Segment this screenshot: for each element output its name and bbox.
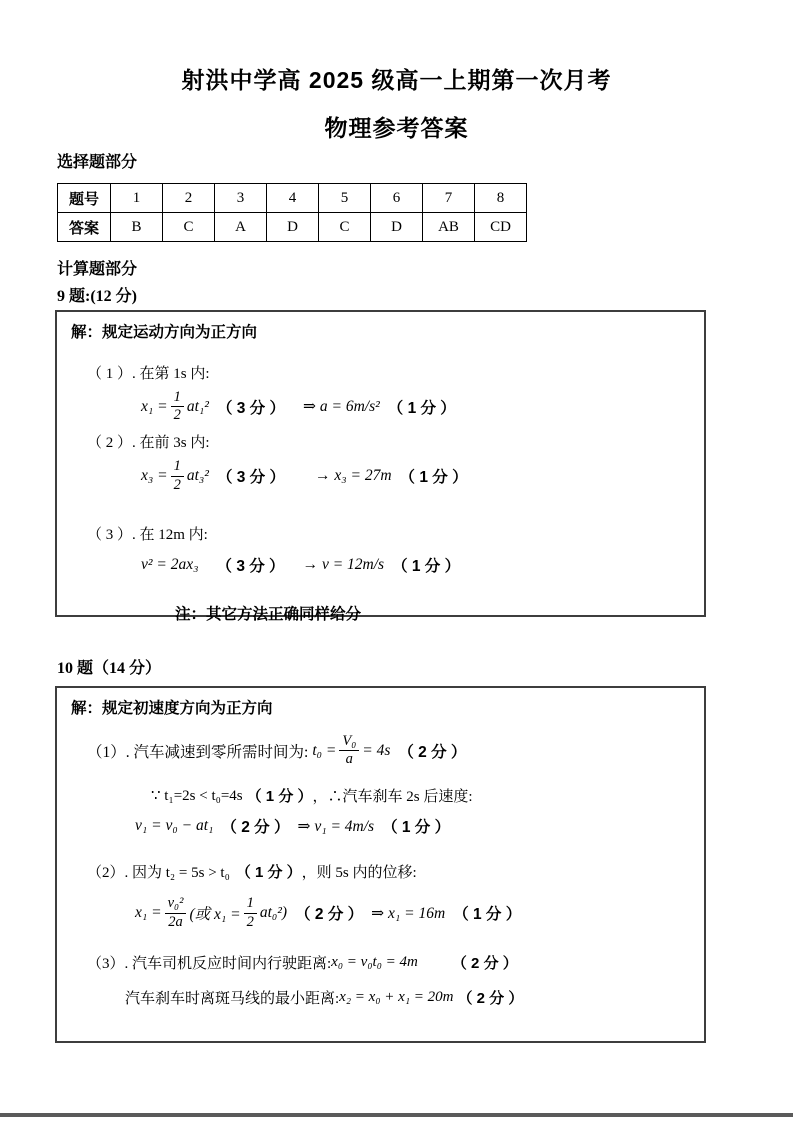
q10-part3-text: 汽车刹车时离斑马线的最小距离: (125, 990, 340, 1007)
math-lhs: x₁ = (135, 904, 162, 922)
q10-formula-x1 (135, 896, 690, 929)
fraction-numerator: 1 (244, 896, 257, 913)
question-number: 2 (163, 184, 215, 213)
q10-part3-text: （3）. 汽车司机反应时间内行驶距离: (87, 955, 332, 972)
question-number: 8 (475, 184, 527, 213)
answer-table (57, 183, 527, 242)
q10-part1-line (87, 734, 690, 767)
score-label: （ 1 分 ） (399, 469, 468, 487)
choice-section-heading: 选择题部分 (57, 154, 138, 171)
page-title: 射洪中学高 2025 级高一上期第一次月考 (181, 67, 612, 93)
q9-formula-1 (141, 390, 690, 423)
q9-part3-label: （ 3 ）. 在 12m 内: (87, 526, 208, 543)
math-mid: (或 x₁ = (189, 906, 241, 924)
answer-cell: C (163, 213, 215, 242)
question-number: 3 (215, 184, 267, 213)
q10-formula-v1 (135, 815, 690, 837)
math-result: ⇒ x₁ = 16m (371, 904, 446, 922)
q10-part2-text: ，则 5s 内的位移: (301, 865, 417, 882)
condition-text: ，∴汽车刹车 2s 后速度: (312, 789, 473, 806)
fraction-numerator: 1 (171, 390, 184, 407)
question-9-solution-box (55, 310, 706, 623)
table-row (58, 184, 527, 213)
question-number: 4 (267, 184, 319, 213)
math-body: v₁ = v₀ − at₁ (135, 817, 214, 835)
q9-formula-3 (141, 554, 690, 576)
math-result: ⇒ v₁ = 4m/s (297, 817, 375, 835)
fraction-numerator: V₀ (339, 734, 359, 751)
question-9-title: 9 题:(12 分) (57, 288, 137, 305)
table-row (58, 213, 527, 242)
score-label: （ 1 分 ） (392, 557, 461, 575)
math-body: x₂ = x₀ + x₁ = 20m (339, 988, 454, 1005)
math-result: → x₃ = 27m (315, 467, 392, 485)
question-number: 1 (111, 184, 163, 213)
score-label: （ 1 分 ） (235, 864, 302, 882)
math-result: ⇒ a = 6m/s² (303, 398, 380, 416)
answer-cell: D (371, 213, 423, 242)
q10-part3-line1 (87, 952, 690, 973)
math-rhs: at₃² (186, 467, 209, 485)
solution-heading: 解：规定运动方向为正方向 (71, 324, 258, 341)
answer-cell: CD (475, 213, 527, 242)
q9-note: 注：其它方法正确同样给分 (175, 605, 362, 623)
answer-label: 答案 (58, 213, 111, 242)
score-label: （ 2 分 ） (295, 906, 364, 924)
answer-cell: D (267, 213, 319, 242)
score-label: （ 1 分 ） (453, 906, 522, 924)
question-10-solution-box (55, 686, 706, 1043)
fraction (171, 390, 184, 423)
fraction-denominator: 2 (173, 407, 181, 424)
score-label: （ 2 分 ） (398, 743, 467, 761)
q9-part1-label: （ 1 ）. 在第 1s 内: (87, 366, 210, 382)
math-result: → v = 12m/s (302, 555, 385, 573)
question-number-label: 题号 (58, 184, 111, 213)
calc-section-heading: 计算题部分 (57, 261, 138, 278)
fraction (171, 459, 184, 492)
q10-part3-line2 (125, 987, 690, 1008)
fraction-denominator: 2 (246, 913, 254, 930)
fraction (244, 896, 257, 929)
answer-cell: AB (423, 213, 475, 242)
fraction-denominator: 2a (168, 913, 183, 930)
score-label: （ 1 分 ） (246, 788, 313, 806)
question-number: 5 (319, 184, 371, 213)
question-number: 6 (371, 184, 423, 213)
math-lhs: t₀ = (312, 741, 337, 759)
score-label: （ 3 分 ） (216, 399, 285, 417)
answer-cell: B (111, 213, 163, 242)
q10-part1-text: （1）. 汽车减速到零所需时间为: (87, 743, 309, 761)
math-lhs: x₁ = (141, 397, 168, 415)
question-number: 7 (423, 184, 475, 213)
fraction-denominator: 2 (173, 476, 181, 493)
fraction-numerator: v₀² (165, 896, 187, 913)
fraction-numerator: 1 (171, 459, 184, 476)
score-label: （ 1 分 ） (382, 819, 451, 837)
fraction-denominator: a (345, 751, 353, 768)
q10-part2-line (87, 861, 690, 882)
answer-cell: A (215, 213, 267, 242)
question-10-title: 10 题（14 分） (57, 660, 162, 677)
math-tail: at₀²) (259, 904, 288, 922)
score-label: （ 3 分 ） (216, 469, 285, 487)
page-bottom-divider (0, 1113, 793, 1117)
fraction (339, 734, 359, 767)
answer-cell: C (319, 213, 371, 242)
page-subtitle: 物理参考答案 (324, 115, 469, 141)
score-label: （ 3 分 ） (216, 557, 285, 575)
score-label: （ 2 分 ） (457, 989, 524, 1007)
fraction (165, 896, 187, 929)
condition-text: ∵ t₁=2s < t₀=4s (151, 788, 243, 805)
solution-heading: 解：规定初速度方向为正方向 (71, 700, 273, 717)
q9-formula-2 (141, 459, 690, 492)
score-label: （ 2 分 ） (451, 954, 518, 972)
q10-condition-line (151, 785, 690, 806)
math-body: x₀ = v₀t₀ = 4m (331, 953, 418, 970)
score-label: （ 1 分 ） (387, 399, 456, 417)
math-rhs: at₁² (186, 397, 209, 415)
score-label: （ 2 分 ） (221, 819, 290, 837)
math-body: v² = 2ax₃ (141, 555, 199, 573)
q10-part2-text: （2）. 因为 t₂ = 5s > t₀ (87, 865, 230, 882)
math-lhs: x₃ = (141, 467, 168, 485)
q9-part2-label: （ 2 ）. 在前 3s 内: (87, 435, 210, 452)
math-rhs: = 4s (362, 741, 391, 759)
